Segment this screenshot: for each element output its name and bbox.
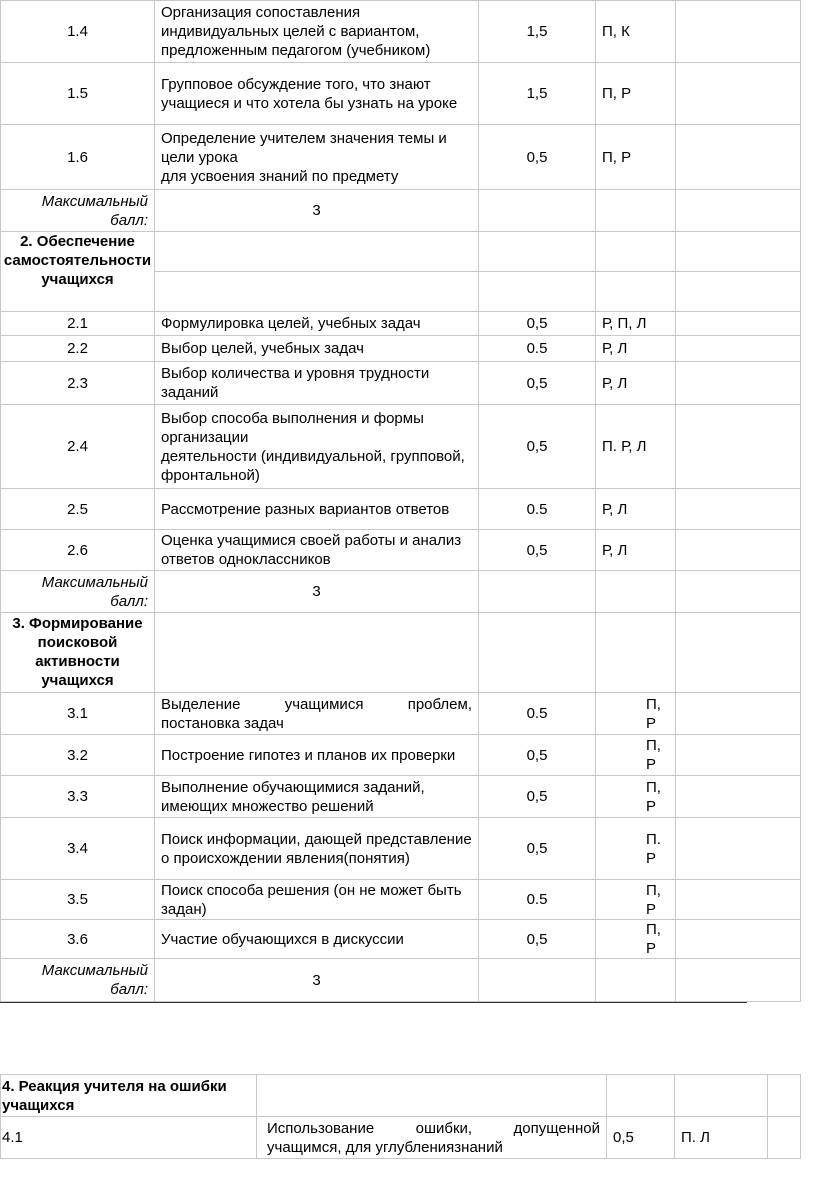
empty-cell [676, 1, 801, 63]
row-score: 0,5 [479, 735, 596, 776]
row-description: Поиск способа решения (он не может быть задан) [155, 880, 479, 920]
row-score: 0.5 [479, 336, 596, 362]
row-description: Групповое обсуждение того, что знают учащиеся и что хотела бы узнать на уроке [155, 63, 479, 125]
row-number: 3.2 [1, 735, 155, 776]
row-description [155, 125, 479, 190]
row-code: Р, Л [596, 530, 676, 571]
row-description: Построение гипотез и планов их проверки [155, 735, 479, 776]
row-number: 2.1 [1, 312, 155, 336]
max-score-value: 3 [155, 190, 479, 232]
empty-cell [676, 272, 801, 312]
table-row [1, 312, 801, 336]
section-heading: 2. Обеспечение самостоятельности учащихся [1, 232, 155, 312]
row-description-line: Определение учителем значения темы и цели урока [161, 129, 447, 166]
table-row [1, 735, 801, 776]
max-score-label: Максимальный балл: [1, 190, 155, 232]
row-code: П. Р [596, 818, 676, 880]
row-number: 3.5 [1, 880, 155, 920]
row-number: 4.1 [1, 1117, 257, 1159]
empty-cell [676, 232, 801, 272]
row-description-line: деятельности (индивидуальной, групповой, фронтальной) [161, 447, 465, 484]
row-score: 0,5 [479, 362, 596, 405]
row-number: 1.6 [1, 125, 155, 190]
row-code: П, Р [596, 693, 676, 735]
row-score: 0,5 [479, 776, 596, 818]
empty-cell [479, 959, 596, 1002]
row-number: 3.3 [1, 776, 155, 818]
empty-cell [479, 272, 596, 312]
empty-cell [676, 776, 801, 818]
row-score: 0.5 [479, 880, 596, 920]
empty-cell [768, 1117, 801, 1159]
row-score: 0.5 [479, 489, 596, 530]
empty-cell [479, 571, 596, 613]
row-number: 2.6 [1, 530, 155, 571]
empty-cell [676, 125, 801, 190]
table-row [1, 489, 801, 530]
empty-cell [676, 530, 801, 571]
empty-cell [155, 613, 479, 693]
table-row [1, 818, 801, 880]
max-score-label: Максимальный балл: [1, 959, 155, 1002]
empty-cell [676, 735, 801, 776]
table-row [1, 336, 801, 362]
row-code: П, К [596, 1, 676, 63]
empty-cell [596, 272, 676, 312]
empty-cell [676, 880, 801, 920]
section-row [1, 232, 801, 272]
row-description [155, 405, 479, 489]
row-number: 3.6 [1, 920, 155, 959]
row-code: П. Л [675, 1117, 768, 1159]
row-description: Формулировка целей, учебных задач [155, 312, 479, 336]
empty-cell [607, 1075, 675, 1117]
row-code: П, Р [596, 776, 676, 818]
row-number: 2.5 [1, 489, 155, 530]
table-row [1, 776, 801, 818]
max-score-row [1, 959, 801, 1002]
row-description: Оценка учащимися своей работы и анализ ответов одноклассников [155, 530, 479, 571]
empty-cell [596, 571, 676, 613]
table-row [1, 693, 801, 735]
row-number: 3.1 [1, 693, 155, 735]
row-description: Выделение учащимися проблем, постановка задач [155, 693, 479, 735]
row-code: Р, Л [596, 489, 676, 530]
empty-cell [479, 232, 596, 272]
row-code: П, Р [596, 125, 676, 190]
empty-cell [155, 272, 479, 312]
row-description: Использование ошибки, допущенной учащимся, для углублениязнаний [257, 1117, 607, 1159]
criteria-table-continued [0, 1074, 801, 1159]
row-number: 3.4 [1, 818, 155, 880]
row-description: Выбор целей, учебных задач [155, 336, 479, 362]
row-code: П, Р [596, 63, 676, 125]
empty-cell [676, 571, 801, 613]
section-heading: 3. Формирование поисковой активности учащихся [1, 613, 155, 693]
table-row [1, 63, 801, 125]
row-description: Рассмотрение разных вариантов ответов [155, 489, 479, 530]
table-row [1, 1, 801, 63]
table-row [1, 362, 801, 405]
row-score: 0,5 [479, 125, 596, 190]
table-row [1, 125, 801, 190]
row-number: 1.4 [1, 1, 155, 63]
row-code: П, Р [596, 920, 676, 959]
row-score: 0,5 [607, 1117, 675, 1159]
empty-cell [768, 1075, 801, 1117]
row-code: П. Р, Л [596, 405, 676, 489]
row-number: 2.3 [1, 362, 155, 405]
empty-cell [676, 959, 801, 1002]
max-score-value: 3 [155, 959, 479, 1002]
row-description-line: для усвоения знаний по предмету [161, 167, 399, 185]
empty-cell [676, 920, 801, 959]
row-number: 2.2 [1, 336, 155, 362]
section-row [1, 613, 801, 693]
row-number: 2.4 [1, 405, 155, 489]
empty-cell [676, 489, 801, 530]
row-code: Р, Л [596, 336, 676, 362]
max-score-label: Максимальный балл: [1, 571, 155, 613]
empty-cell [155, 232, 479, 272]
section-row [1, 1075, 801, 1117]
empty-cell [596, 190, 676, 232]
row-description: Участие обучающихся в дискуссии [155, 920, 479, 959]
empty-cell [676, 362, 801, 405]
max-score-row [1, 190, 801, 232]
row-code: П, Р [596, 880, 676, 920]
empty-cell [676, 190, 801, 232]
row-number: 1.5 [1, 63, 155, 125]
row-score: 0,5 [479, 405, 596, 489]
max-score-row [1, 571, 801, 613]
empty-cell [596, 613, 676, 693]
section-heading: 4. Реакция учителя на ошибки учащихся [1, 1075, 257, 1117]
table-row [1, 1117, 801, 1159]
empty-cell [676, 405, 801, 489]
row-code: Р, Л [596, 362, 676, 405]
table-row [1, 920, 801, 959]
table-row [1, 530, 801, 571]
empty-cell [596, 959, 676, 1002]
empty-cell [676, 613, 801, 693]
row-score: 0,5 [479, 530, 596, 571]
row-score: 1,5 [479, 63, 596, 125]
table-row [1, 405, 801, 489]
empty-cell [676, 63, 801, 125]
empty-cell [676, 336, 801, 362]
empty-cell [479, 190, 596, 232]
empty-cell [675, 1075, 768, 1117]
empty-cell [676, 312, 801, 336]
row-code: П, Р [596, 735, 676, 776]
empty-cell [479, 613, 596, 693]
empty-cell [676, 818, 801, 880]
table-row [1, 880, 801, 920]
row-description: Выполнение обучающимися заданий, имеющих множество решений [155, 776, 479, 818]
empty-cell [676, 693, 801, 735]
row-score: 0,5 [479, 818, 596, 880]
row-description: Организация сопоставления индивидуальных целей с вариантом, предложенным педагогом (учебником) [155, 1, 479, 63]
row-score: 0,5 [479, 920, 596, 959]
row-description-line: Выбор способа выполнения и формы организации [161, 409, 424, 446]
row-score: 0.5 [479, 693, 596, 735]
row-score: 1,5 [479, 1, 596, 63]
empty-cell [257, 1075, 607, 1117]
empty-cell [596, 232, 676, 272]
row-score: 0,5 [479, 312, 596, 336]
row-description: Поиск информации, дающей представление о происхождении явления(понятия) [155, 818, 479, 880]
row-code: Р, П, Л [596, 312, 676, 336]
row-description: Выбор количества и уровня трудности заданий [155, 362, 479, 405]
max-score-value: 3 [155, 571, 479, 613]
page-separator [0, 1002, 747, 1003]
